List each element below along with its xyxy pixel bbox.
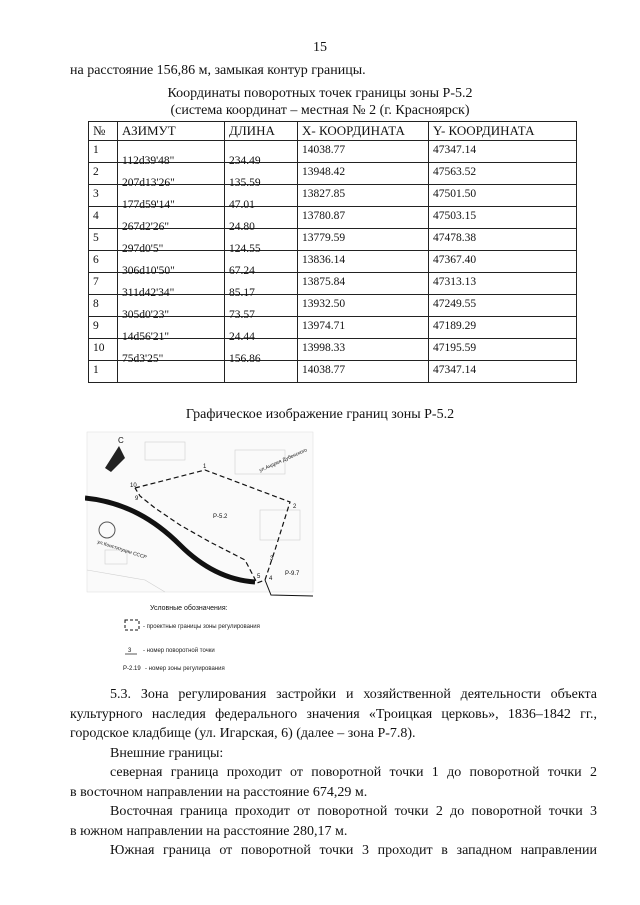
cell-x bbox=[298, 361, 429, 383]
figure-title: Графическое изображение границ зоны Р-5.2 bbox=[185, 407, 455, 422]
cell-number-value: 2 bbox=[93, 166, 99, 178]
cell-length bbox=[225, 163, 298, 189]
cell-y bbox=[429, 229, 577, 251]
cell-y-value: 47249.55 bbox=[433, 298, 477, 310]
cell-length-value: 85.17 bbox=[229, 287, 255, 299]
cell-azimuth bbox=[118, 339, 225, 365]
cell-number bbox=[89, 361, 118, 383]
cell-azimuth-value: 177d59'14" bbox=[122, 199, 175, 211]
map-point-label: 10 bbox=[130, 483, 137, 489]
cell-y-value: 47195.59 bbox=[433, 342, 477, 354]
cell-azimuth bbox=[118, 229, 225, 255]
cell-y-value: 47347.14 bbox=[433, 144, 477, 156]
cell-x-value: 13974.71 bbox=[302, 320, 346, 332]
cell-length bbox=[225, 251, 298, 277]
legend-zone-text: - номер зоны регулирования bbox=[145, 666, 225, 672]
legend-point-text: - номер поворотной точки bbox=[143, 648, 215, 654]
header-x: X- КООРДИНАТА bbox=[298, 122, 429, 141]
cell-azimuth-value: 305d0'23" bbox=[122, 309, 170, 321]
cell-length-value: 234.49 bbox=[229, 155, 261, 167]
paragraph-line: Внешние границы: bbox=[110, 745, 224, 761]
paragraph-line: Южная граница от поворотной точки 3 проходит в западном направлении bbox=[110, 843, 597, 858]
cell-x bbox=[298, 251, 429, 273]
cell-length bbox=[225, 317, 298, 343]
cell-azimuth-value: 311d42'34" bbox=[122, 287, 175, 299]
cell-azimuth bbox=[118, 251, 225, 277]
cell-y-value: 47563.52 bbox=[433, 166, 477, 178]
cell-length-value: 156.86 bbox=[229, 353, 261, 365]
cell-y-value: 47347.14 bbox=[433, 364, 477, 376]
table-header-row bbox=[89, 122, 577, 141]
header-length: ДЛИНА bbox=[225, 122, 298, 141]
cell-y-value: 47501.50 bbox=[433, 188, 477, 200]
cell-number-value: 4 bbox=[93, 210, 99, 222]
paragraph-line: в южном направлении на расстояние 280,17 м. bbox=[70, 823, 348, 839]
table-row bbox=[89, 141, 577, 163]
map-point-label: 5 bbox=[257, 574, 261, 580]
table-row bbox=[89, 295, 577, 317]
cell-x-value: 13948.42 bbox=[302, 166, 346, 178]
cell-number-value: 9 bbox=[93, 320, 99, 332]
paragraph-line: культурного наследия федерального значения «Троицкая церковь», 1836–1842 гг., bbox=[70, 706, 597, 722]
cell-y-value: 47503.15 bbox=[433, 210, 477, 222]
table-body bbox=[89, 141, 577, 383]
cell-length bbox=[225, 273, 298, 299]
paragraph-line: в восточном направлении на расстояние 674,29 м. bbox=[70, 784, 368, 800]
cell-number-value: 1 bbox=[93, 144, 99, 156]
cell-number bbox=[89, 207, 118, 229]
cell-azimuth-value: 75d3'25" bbox=[122, 353, 164, 365]
cell-length bbox=[225, 229, 298, 255]
table-row bbox=[89, 229, 577, 251]
cell-x-value: 13779.59 bbox=[302, 232, 346, 244]
cell-x bbox=[298, 163, 429, 185]
cell-number-value: 3 bbox=[93, 188, 99, 200]
cell-azimuth bbox=[118, 317, 225, 343]
map-point-label: 1 bbox=[203, 464, 207, 470]
map-point-label: 2 bbox=[293, 504, 297, 510]
paragraph-line: северная граница проходит от поворотной точки 1 до поворотной точки 2 bbox=[110, 765, 597, 780]
cell-length-value: 124.55 bbox=[229, 243, 261, 255]
cell-number bbox=[89, 229, 118, 251]
cell-number-value: 1 bbox=[93, 364, 99, 376]
table-row bbox=[89, 185, 577, 207]
cell-length-value: 67.24 bbox=[229, 265, 255, 277]
cell-length-value: 47.01 bbox=[229, 199, 255, 211]
cell-length-value: 135.59 bbox=[229, 177, 261, 189]
cell-azimuth-value: 297d0'5" bbox=[122, 243, 164, 255]
cell-length bbox=[225, 339, 298, 365]
cell-number bbox=[89, 317, 118, 339]
table-row bbox=[89, 273, 577, 295]
cell-number bbox=[89, 339, 118, 361]
table-row bbox=[89, 339, 577, 361]
street-label-top: ул.Андрея Дубенского bbox=[258, 447, 309, 474]
cell-x bbox=[298, 141, 429, 163]
cell-x bbox=[298, 295, 429, 317]
cell-number-value: 10 bbox=[93, 342, 105, 354]
cell-number-value: 5 bbox=[93, 232, 99, 244]
north-label: С bbox=[118, 436, 124, 445]
header-y: Y- КООРДИНАТА bbox=[429, 122, 577, 141]
cell-azimuth bbox=[118, 361, 225, 383]
cell-length bbox=[225, 141, 298, 167]
table-row bbox=[89, 207, 577, 229]
header-azimuth: АЗИМУТ bbox=[118, 122, 225, 141]
page-number: 15 bbox=[313, 40, 327, 55]
cell-y bbox=[429, 361, 577, 383]
cell-x bbox=[298, 317, 429, 339]
cell-number-value: 6 bbox=[93, 254, 99, 266]
table-title: Координаты поворотных точек границы зоны Р-5.2 bbox=[167, 86, 473, 101]
cell-azimuth bbox=[118, 273, 225, 299]
cell-y bbox=[429, 317, 577, 339]
paragraph-line: городское кладбище (ул. Игарская, 6) (далее – зона Р-7.8). bbox=[70, 726, 416, 741]
cell-number bbox=[89, 295, 118, 317]
cell-x-value: 14038.77 bbox=[302, 144, 346, 156]
cell-azimuth-value: 267d2'26" bbox=[122, 221, 170, 233]
cell-azimuth-value: 306d10'50" bbox=[122, 265, 175, 277]
cell-y bbox=[429, 295, 577, 317]
section-paragraph-1 bbox=[70, 685, 597, 861]
cell-x-value: 13827.85 bbox=[302, 188, 346, 200]
cell-number bbox=[89, 163, 118, 185]
header-number: № bbox=[89, 122, 118, 141]
cell-y bbox=[429, 163, 577, 185]
cell-y bbox=[429, 273, 577, 295]
cell-x-value: 13932.50 bbox=[302, 298, 346, 310]
table-subtitle: (система координат – местная № 2 (г. Красноярск) bbox=[170, 103, 470, 118]
legend-boundary-text: - проектные границы зоны регулирования bbox=[143, 624, 260, 630]
cell-x bbox=[298, 185, 429, 207]
cell-length bbox=[225, 207, 298, 233]
cell-azimuth bbox=[118, 185, 225, 211]
table-row bbox=[89, 251, 577, 273]
cell-y-value: 47189.29 bbox=[433, 320, 477, 332]
coordinates-table bbox=[88, 121, 577, 383]
cell-azimuth-value: 207d13'26" bbox=[122, 177, 175, 189]
cell-length-value: 73.57 bbox=[229, 309, 255, 321]
cell-y-value: 47313.13 bbox=[433, 276, 477, 288]
cell-x-value: 13875.84 bbox=[302, 276, 346, 288]
cell-x-value: 13998.33 bbox=[302, 342, 346, 354]
cell-x bbox=[298, 229, 429, 251]
cell-azimuth bbox=[118, 207, 225, 233]
cell-x-value: 13836.14 bbox=[302, 254, 346, 266]
cell-y bbox=[429, 339, 577, 361]
paragraph-line: Восточная граница проходит от поворотной точки 2 до поворотной точки 3 bbox=[110, 804, 597, 819]
cell-x bbox=[298, 339, 429, 361]
cell-number bbox=[89, 273, 118, 295]
street-label-left: ул.Конституции СССР bbox=[96, 539, 148, 561]
zone-map bbox=[85, 430, 315, 680]
zone-label-main: Р-5.2 bbox=[213, 514, 228, 520]
legend-boundary-swatch bbox=[125, 620, 139, 630]
cell-azimuth bbox=[118, 295, 225, 321]
paragraph-line: 5.3. Зона регулирования застройки и хозяйственной деятельности объекта bbox=[110, 687, 597, 702]
lead-text: на расстояние 156,86 м, замыкая контур границы. bbox=[70, 63, 366, 78]
cell-number-value: 8 bbox=[93, 298, 99, 310]
cell-length-value: 24.80 bbox=[229, 221, 255, 233]
table-row bbox=[89, 163, 577, 185]
cell-x bbox=[298, 207, 429, 229]
table-row bbox=[89, 361, 577, 383]
cell-length-value: 24.44 bbox=[229, 331, 255, 343]
cell-number bbox=[89, 251, 118, 273]
map-point-label: 9 bbox=[135, 496, 139, 502]
table-row bbox=[89, 317, 577, 339]
legend-title: Условные обозначения: bbox=[150, 605, 228, 612]
legend-zone-sample: Р-2.19 bbox=[123, 666, 141, 672]
cell-length bbox=[225, 361, 298, 383]
cell-number-value: 7 bbox=[93, 276, 99, 288]
cell-number bbox=[89, 141, 118, 163]
map-point-label: 3 bbox=[270, 556, 274, 562]
cell-y bbox=[429, 185, 577, 207]
cell-x bbox=[298, 273, 429, 295]
cell-length bbox=[225, 185, 298, 211]
cell-y bbox=[429, 207, 577, 229]
cell-y bbox=[429, 251, 577, 273]
map-point-label: 4 bbox=[269, 576, 273, 582]
cell-azimuth bbox=[118, 163, 225, 189]
cell-azimuth-value: 112d39'48" bbox=[122, 155, 175, 167]
cell-x-value: 14038.77 bbox=[302, 364, 346, 376]
zone-label-right: Р-9.7 bbox=[285, 571, 300, 577]
cell-y-value: 47367.40 bbox=[433, 254, 477, 266]
cell-azimuth bbox=[118, 141, 225, 167]
cell-number bbox=[89, 185, 118, 207]
cell-x-value: 13780.87 bbox=[302, 210, 346, 222]
cell-y bbox=[429, 141, 577, 163]
cell-y-value: 47478.38 bbox=[433, 232, 477, 244]
cell-length bbox=[225, 295, 298, 321]
cell-azimuth-value: 14d56'21" bbox=[122, 331, 170, 343]
legend-point-sample: 3 bbox=[128, 648, 132, 654]
